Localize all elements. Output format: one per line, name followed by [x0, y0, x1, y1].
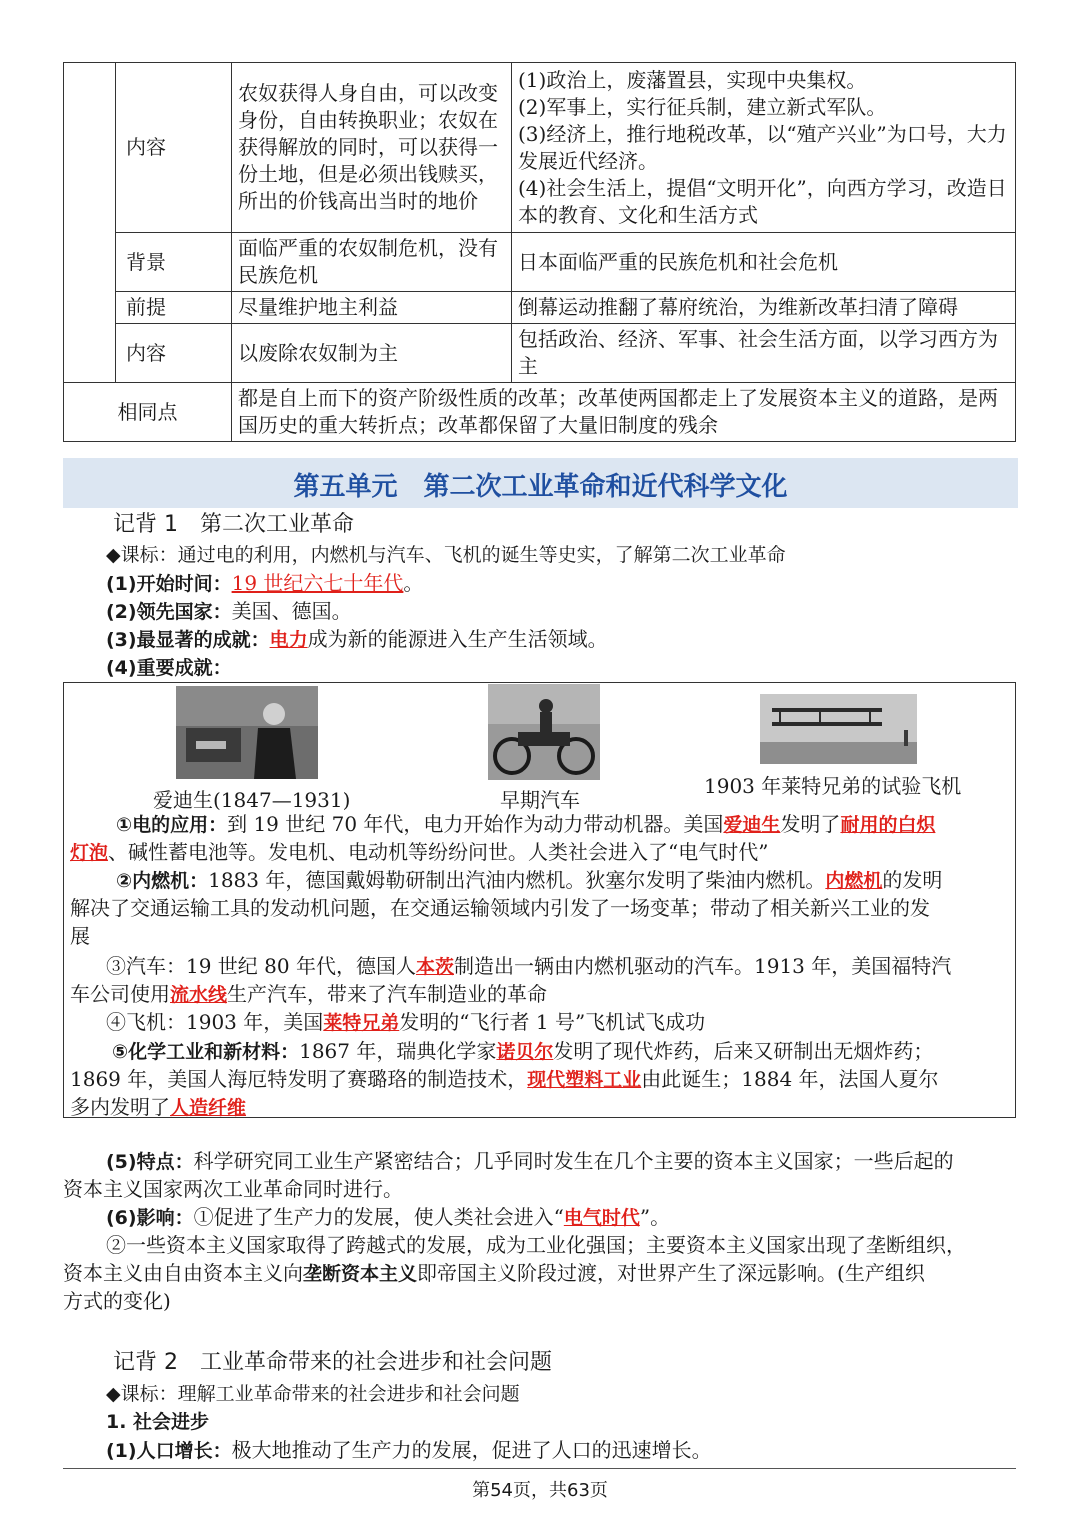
list-item: (4)社会生活上，提倡“文明开化”，向西方学习，改造日本的教育、文化和生活方式 [518, 175, 1007, 227]
keyword: 爱迪生 [723, 814, 781, 836]
cell-japan-scope: 包括政治、经济、军事、社会生活方面，以学习西方为主 [512, 324, 1016, 383]
label: (6)影响： [106, 1207, 194, 1229]
edison-photo [176, 686, 318, 779]
section-heading: 记背 1 第二次工业革命 [113, 512, 354, 537]
cell-japan-background: 日本面临严重的民族危机和社会危机 [512, 233, 1016, 292]
text: 1883 年，德国戴姆勒研制出汽油内燃机。狄塞尔发明了柴油内燃机。 [208, 868, 826, 892]
electricity-line-1 [70, 810, 1010, 839]
row-label: 内容 [116, 63, 232, 233]
label: ④飞机： [106, 1010, 186, 1034]
table-blank-cell [64, 63, 116, 383]
label: (1)开始时间： [106, 573, 232, 595]
table-row [64, 292, 1016, 324]
impact-line-1 [63, 1203, 1018, 1232]
engine-line-3: 展 [70, 924, 90, 948]
text: 发明了 [780, 812, 841, 836]
text: 的发明 [882, 868, 943, 892]
label: (2)领先国家： [106, 601, 232, 623]
label: (3)最显著的成就： [106, 629, 270, 651]
keyword: 19 世纪六七十年代 [231, 571, 404, 595]
text: 生产汽车，带来了汽车制造业的革命 [227, 982, 548, 1006]
features-line-1 [63, 1147, 1018, 1176]
text: 美国、德国。 [231, 599, 352, 623]
table-row [64, 383, 1016, 442]
leading-countries-line [106, 597, 1018, 626]
impact-line-3 [63, 1259, 1018, 1288]
unit-banner [63, 458, 1018, 508]
chemistry-line-2 [70, 1065, 1010, 1094]
plane-caption: 1903 年莱特兄弟的试验飞机 [704, 774, 962, 798]
footer-divider [63, 1468, 1016, 1469]
cell-russia-background: 面临严重的农奴制危机，没有民族危机 [232, 233, 512, 292]
text: 多内发明了 [70, 1095, 170, 1119]
engine-line-2: 解决了交通运输工具的发动机问题，在交通运输领域内引发了一场变革；带动了相关新兴工业的发 [70, 896, 930, 920]
list-item: (3)经济上，推行地税改革，以“殖产兴业”为口号，大力发展近代经济。 [518, 121, 1007, 173]
label: (1)人口增长： [106, 1440, 232, 1462]
cell-japan-premise: 倒幕运动推翻了幕府统治，为维新改革扫清了障碍 [512, 292, 1016, 324]
impact-line-4: 方式的变化) [63, 1289, 171, 1313]
row-label: 前提 [116, 292, 232, 324]
keyword: 诺贝尔 [496, 1041, 554, 1063]
achievement-line [106, 625, 1018, 654]
table-row [64, 63, 1016, 233]
car-line-2 [70, 980, 1010, 1009]
text: 发明的“飞行者 1 号”飞机试飞成功 [399, 1010, 706, 1034]
text: 到 19 世纪 70 年代，电力开始作为动力带动机器。美国 [227, 812, 724, 836]
label: ③汽车： [106, 954, 186, 978]
text: 。 [403, 571, 424, 595]
text: 1869 年，美国人海厄特发明了赛璐珞的制造技术， [70, 1067, 528, 1091]
edison-caption: 爱迪生(1847—1931) [153, 788, 351, 812]
keyword: 流水线 [170, 984, 228, 1006]
cell-similarities: 都是自上而下的资产阶级性质的改革；改革使两国都走上了发展资本主义的道路，是两国历史的重大转折点；改革都保留了大量旧制度的残余 [232, 383, 1016, 442]
comparison-table [63, 62, 1016, 442]
major-achievements-label [106, 653, 1018, 682]
text: 由此诞生；1884 年，法国人夏尔 [641, 1067, 939, 1091]
keyword: 内燃机 [825, 870, 883, 892]
label: (5)特点： [106, 1151, 194, 1173]
text: 成为新的能源进入生产生活领域。 [307, 627, 608, 651]
keyword: 耐用的白炽 [840, 814, 936, 836]
population-line [106, 1436, 1018, 1465]
text: 车公司使用 [70, 982, 170, 1006]
row-label: 相同点 [64, 383, 232, 442]
car-caption: 早期汽车 [500, 788, 580, 812]
chemistry-line-3 [70, 1093, 1010, 1122]
car-line-1 [70, 952, 1010, 981]
keyword: 灯泡 [70, 842, 109, 864]
curriculum-standard: ◆课标：理解工业革命带来的社会进步和社会问题 [106, 1383, 520, 1405]
keyword: 电气时代 [563, 1207, 640, 1229]
subheading: 1. 社会进步 [106, 1411, 210, 1433]
cell-russia-content: 农奴获得人身自由，可以改变身份，自由转换职业；农奴在获得解放的同时，可以获得一份土地，但是必须出钱赎买，所出的价钱高出当时的地价 [232, 63, 512, 233]
text: 发明了现代炸药，后来又研制出无烟炸药； [553, 1039, 934, 1063]
start-time-line [106, 569, 1018, 598]
section-heading: 记背 2 工业革命带来的社会进步和社会问题 [113, 1350, 552, 1375]
cell-japan-content [512, 63, 1016, 233]
text: 即帝国主义阶段过渡，对世界产生了深远影响。(生产组织 [417, 1261, 925, 1285]
unit-title: 第五单元 第二次工业革命和近代科学文化 [293, 472, 788, 502]
chemistry-line-1 [70, 1037, 1010, 1066]
text: 制造出一辆由内燃机驱动的汽车。1913 年，美国福特汽 [454, 954, 952, 978]
keyword: 本茨 [415, 956, 454, 978]
label: ⑤化学工业和新材料： [112, 1041, 300, 1063]
keyword: 人造纤维 [170, 1097, 247, 1119]
wright-plane-photo [760, 694, 917, 764]
text: 1867 年，瑞典化学家 [299, 1039, 497, 1063]
keyword: 莱特兄弟 [323, 1012, 400, 1034]
cell-russia-premise: 尽量维护地主利益 [232, 292, 512, 324]
cell-russia-scope: 以废除农奴制为主 [232, 324, 512, 383]
table-row [64, 233, 1016, 292]
text: 19 世纪 80 年代，德国人 [186, 954, 416, 978]
electricity-line-2 [70, 838, 1010, 867]
text: ①促进了生产力的发展，使人类社会进入“ [193, 1205, 564, 1229]
row-label: 内容 [116, 324, 232, 383]
list-item: (2)军事上，实行征兵制，建立新式军队。 [518, 94, 887, 119]
text: 、碱性蓄电池等。发电机、电动机等纷纷问世。人类社会进入了“电气时代” [108, 840, 769, 864]
features-line-2: 资本主义国家两次工业革命同时进行。 [63, 1177, 403, 1201]
page-number: 第54页，共63页 [472, 1480, 608, 1501]
curriculum-standard: ◆课标：通过电的利用，内燃机与汽车、飞机的诞生等史实，了解第二次工业革命 [106, 544, 786, 566]
keyword: 电力 [269, 629, 308, 651]
text: ”。 [639, 1205, 671, 1229]
text: 资本主义由自由资本主义向 [63, 1261, 303, 1285]
label: ②内燃机： [116, 870, 209, 892]
text: 极大地推动了生产力的发展，促进了人口的迅速增长。 [231, 1438, 712, 1462]
early-car-photo [488, 684, 600, 780]
table-row [64, 324, 1016, 383]
keyword: 现代塑料工业 [527, 1069, 642, 1091]
plane-line [70, 1008, 1010, 1037]
impact-line-2 [63, 1231, 1018, 1259]
label: ①电的应用： [116, 814, 228, 836]
row-label: 背景 [116, 233, 232, 292]
text: 1903 年，美国 [186, 1010, 324, 1034]
keyword: 垄断资本主义 [303, 1263, 418, 1285]
label: (4)重要成就： [106, 657, 232, 679]
text: ②一些资本主义国家取得了跨越式的发展，成为工业化强国；主要资本主义国家出现了垄断组织， [106, 1233, 966, 1257]
engine-line-1 [70, 866, 1010, 895]
list-item: (1)政治上，废藩置县，实现中央集权。 [518, 67, 867, 92]
text: 科学研究同工业生产紧密结合；几乎同时发生在几个主要的资本主义国家；一些后起的 [193, 1149, 954, 1173]
